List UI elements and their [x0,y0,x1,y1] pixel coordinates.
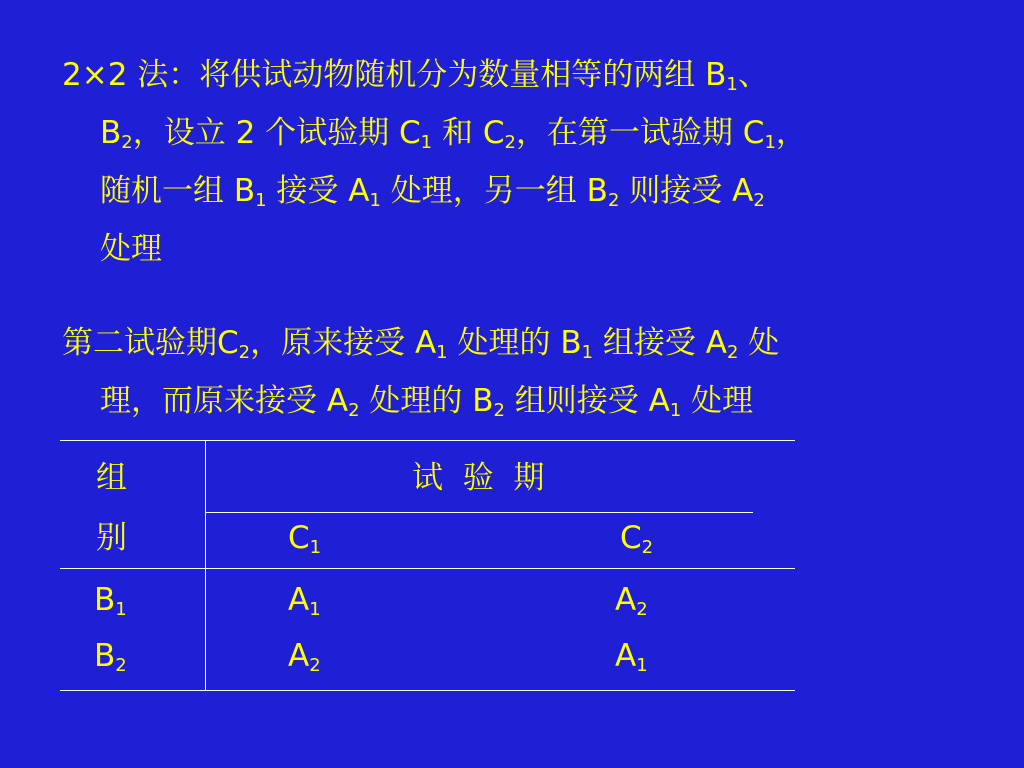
text-line [62,372,992,430]
subscript: 2 [238,342,251,363]
text-line [62,104,992,162]
text-segment: 处理，另一组 B [380,173,608,209]
text-segment: 处理的 B [447,325,582,361]
table-subheader-rule [205,512,753,513]
subscript: 2 [641,537,654,558]
text-segment: 随机一组 B [100,173,256,209]
row-group-b1 [94,580,127,620]
subscript: 1 [309,599,321,620]
text-segment: 组接受 A [593,325,727,361]
cell-b2-c1 [288,636,321,676]
group-header-bottom: 别 [96,520,127,556]
text-segment: ，在第一试验期 C [515,115,765,151]
paragraph-method-description [62,46,992,278]
cell-letter: B [94,638,116,674]
text-line [62,220,992,278]
subscript: 2 [504,132,516,153]
subscript: 2 [115,655,127,676]
text-segment: 处 [738,325,780,361]
table-top-rule [60,440,795,441]
text-segment: 接受 A [266,173,370,209]
subscript: 1 [309,537,322,558]
subscript: 2 [348,400,360,421]
table-column-divider [205,440,206,691]
subscript: 1 [436,342,448,363]
table-header-rule [60,568,795,569]
period-header: 试 验 期 [412,460,545,496]
subscript: 2 [753,190,765,211]
column-header-c2 [620,518,653,558]
subscript: 1 [764,132,776,153]
text-segment: ，原来接受 A [250,325,437,361]
subscript: 2 [309,655,321,676]
cell-letter: A [615,638,637,674]
column-header-c1 [288,518,321,558]
text-segment: B [100,115,122,151]
crossover-design-table [60,440,795,692]
text-segment: 则接受 A [619,173,754,209]
table-bottom-rule [60,690,795,691]
cell-letter: A [288,638,310,674]
subscript: 2 [121,132,133,153]
text-segment: 和 C [432,115,505,151]
subscript: 1 [726,74,738,95]
subscript: 1 [636,655,648,676]
text-segment: 处理 [681,383,754,419]
subscript: 2 [726,342,739,363]
text-line [62,162,992,220]
cell-letter: A [615,582,637,618]
text-segment: 、 [737,57,769,93]
paragraph-second-period [62,314,992,430]
subscript: 1 [669,400,682,421]
text-line [62,314,992,372]
subscript: 1 [581,342,594,363]
cell-letter: B [94,582,116,618]
cell-letter: C [620,520,642,556]
cell-b2-c2 [615,636,648,676]
cell-b1-c2 [615,580,648,620]
subscript: 2 [607,190,620,211]
text-segment: 第二试验期C [62,325,239,361]
text-segment: 处理 [100,231,162,267]
row-group-b2 [94,636,127,676]
text-segment: 2×2 法：将供试动物随机分为数量相等的两组 B [62,57,727,93]
subscript: 2 [636,599,648,620]
subscript: 1 [369,190,381,211]
cell-letter: C [288,520,310,556]
subscript: 1 [115,599,127,620]
group-header-top: 组 [96,460,127,496]
text-segment: 处理的 B [359,383,494,419]
text-line [62,46,992,104]
subscript: 1 [255,190,267,211]
cell-letter: A [288,582,310,618]
text-segment: 组则接受 A [504,383,670,419]
cell-b1-c1 [288,580,321,620]
subscript: 1 [420,132,433,153]
text-segment: ，设立 2 个试验期 C [132,115,421,151]
subscript: 2 [493,400,505,421]
text-segment: ， [775,115,807,151]
text-segment: 理，而原来接受 A [100,383,349,419]
